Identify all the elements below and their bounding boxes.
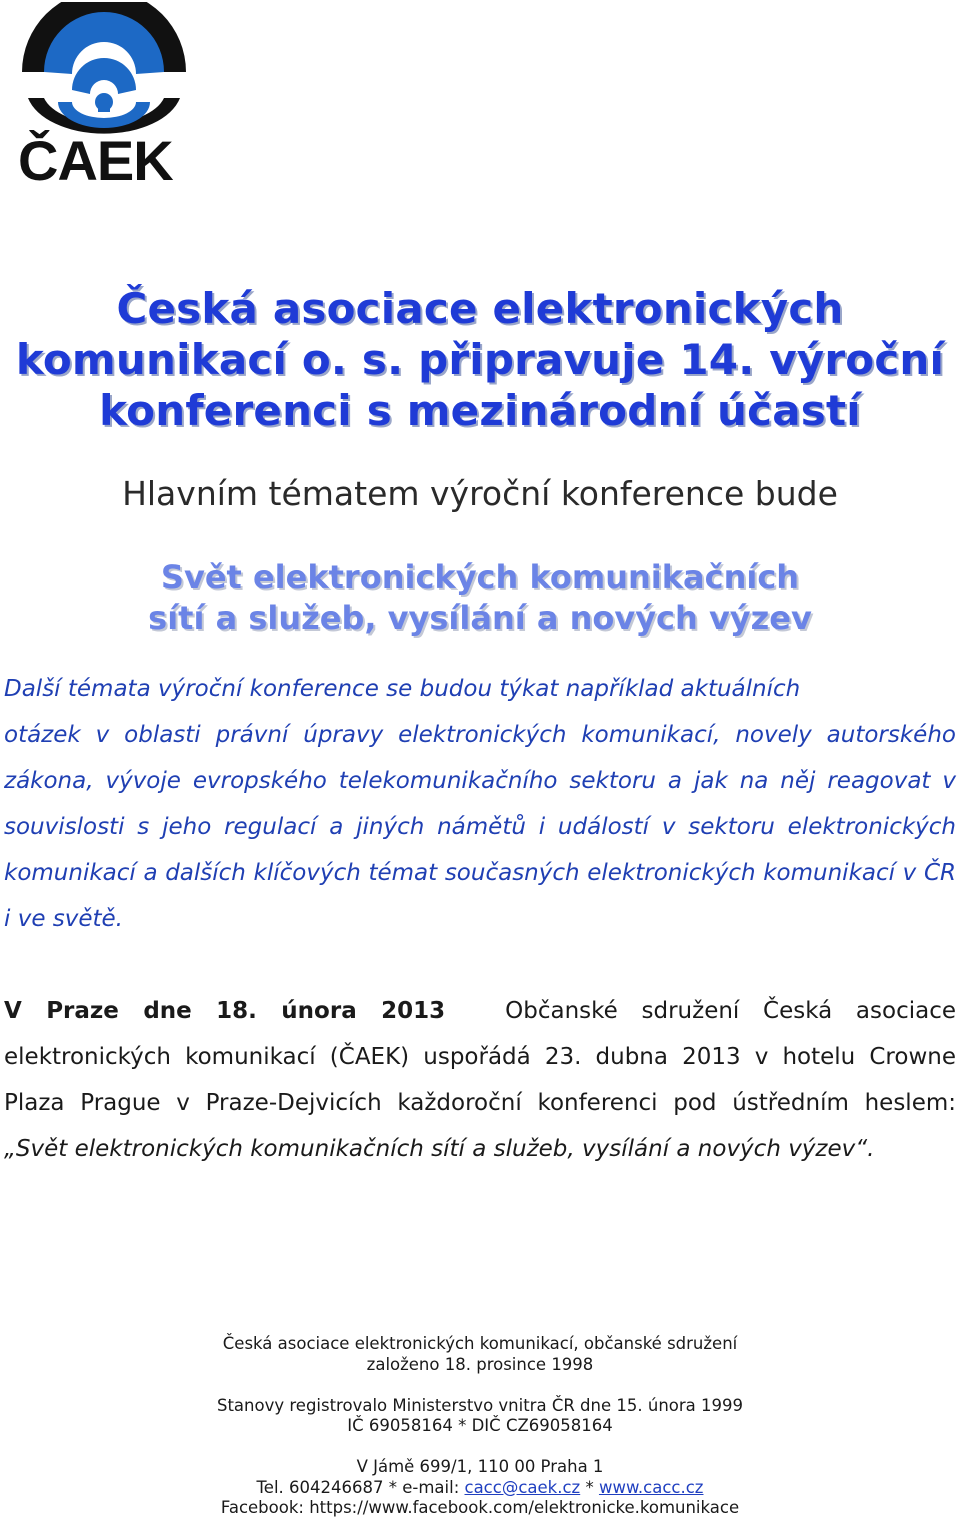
footer-founded: založeno 18. prosince 1998	[366, 1354, 594, 1374]
website-link[interactable]: www.cacc.cz	[598, 1477, 704, 1497]
footer-tel: Tel. 604246687 * e-mail:	[256, 1477, 465, 1497]
email-link[interactable]: cacc@caek.cz	[464, 1477, 581, 1497]
topics-text: otázek v oblasti právní úpravy elektronických komunikací, novely autorského zákona, vývoje evropského telekomunikačního sektoru a jak na něj reagovat v souvislosti s jeho regulací a jiných námětů i událostí v sektoru elektronických komunikací a dalších klíčových témat současných elektronických komunikací v ČR i ve světě.	[4, 722, 956, 932]
footer-separator: *	[580, 1477, 599, 1497]
dateline: V Praze dne 18. února 2013	[4, 998, 446, 1024]
title-line: Česká asociace elektronických	[116, 284, 844, 333]
news-body: Občanské sdružení Česká asociace elektronických komunikací (ČAEK) uspořádá 23. dubna 2013 v hotelu Crowne Plaza Prague v Praze-Dejvicích každoroční konferenci pod ústředním heslem:	[4, 998, 956, 1116]
footer-facebook: Facebook: https://www.facebook.com/elektronicke.komunikace	[220, 1498, 740, 1517]
title-line: konferenci s mezinárodní účastí	[99, 386, 861, 435]
footer-ids: IČ 69058164 * DIČ CZ69058164	[347, 1416, 613, 1435]
caek-logo	[14, 2, 194, 184]
logo-text: ČAEK	[18, 129, 173, 184]
topics-paragraph	[4, 666, 956, 942]
theme-line: Svět elektronických komunikačních	[160, 558, 800, 596]
topics-first-line: Další témata výroční konference se budou týkat například aktuálních	[4, 676, 801, 702]
subtitle: Hlavním tématem výroční konference bude	[122, 474, 838, 513]
news-paragraph	[4, 988, 956, 1172]
conference-theme	[0, 557, 960, 639]
page-title	[0, 283, 960, 436]
news-slogan: „Svět elektronických komunikačních sítí a služeb, vysílání a nových výzev“.	[4, 1136, 875, 1162]
footer-org-name: Česká asociace elektronických komunikací, občanské sdružení	[222, 1334, 738, 1353]
footer	[0, 1334, 960, 1519]
theme-line: sítí a služeb, vysílání a nových výzev	[148, 599, 812, 637]
footer-address: V Jámě 699/1, 110 00 Praha 1	[356, 1457, 604, 1476]
title-line: komunikací o. s. připravuje 14. výroční	[15, 335, 945, 384]
footer-contact	[0, 1478, 960, 1499]
footer-registration: Stanovy registrovalo Ministerstvo vnitra ČR dne 15. února 1999	[216, 1395, 744, 1415]
wifi-signal-logo-icon	[14, 2, 194, 184]
